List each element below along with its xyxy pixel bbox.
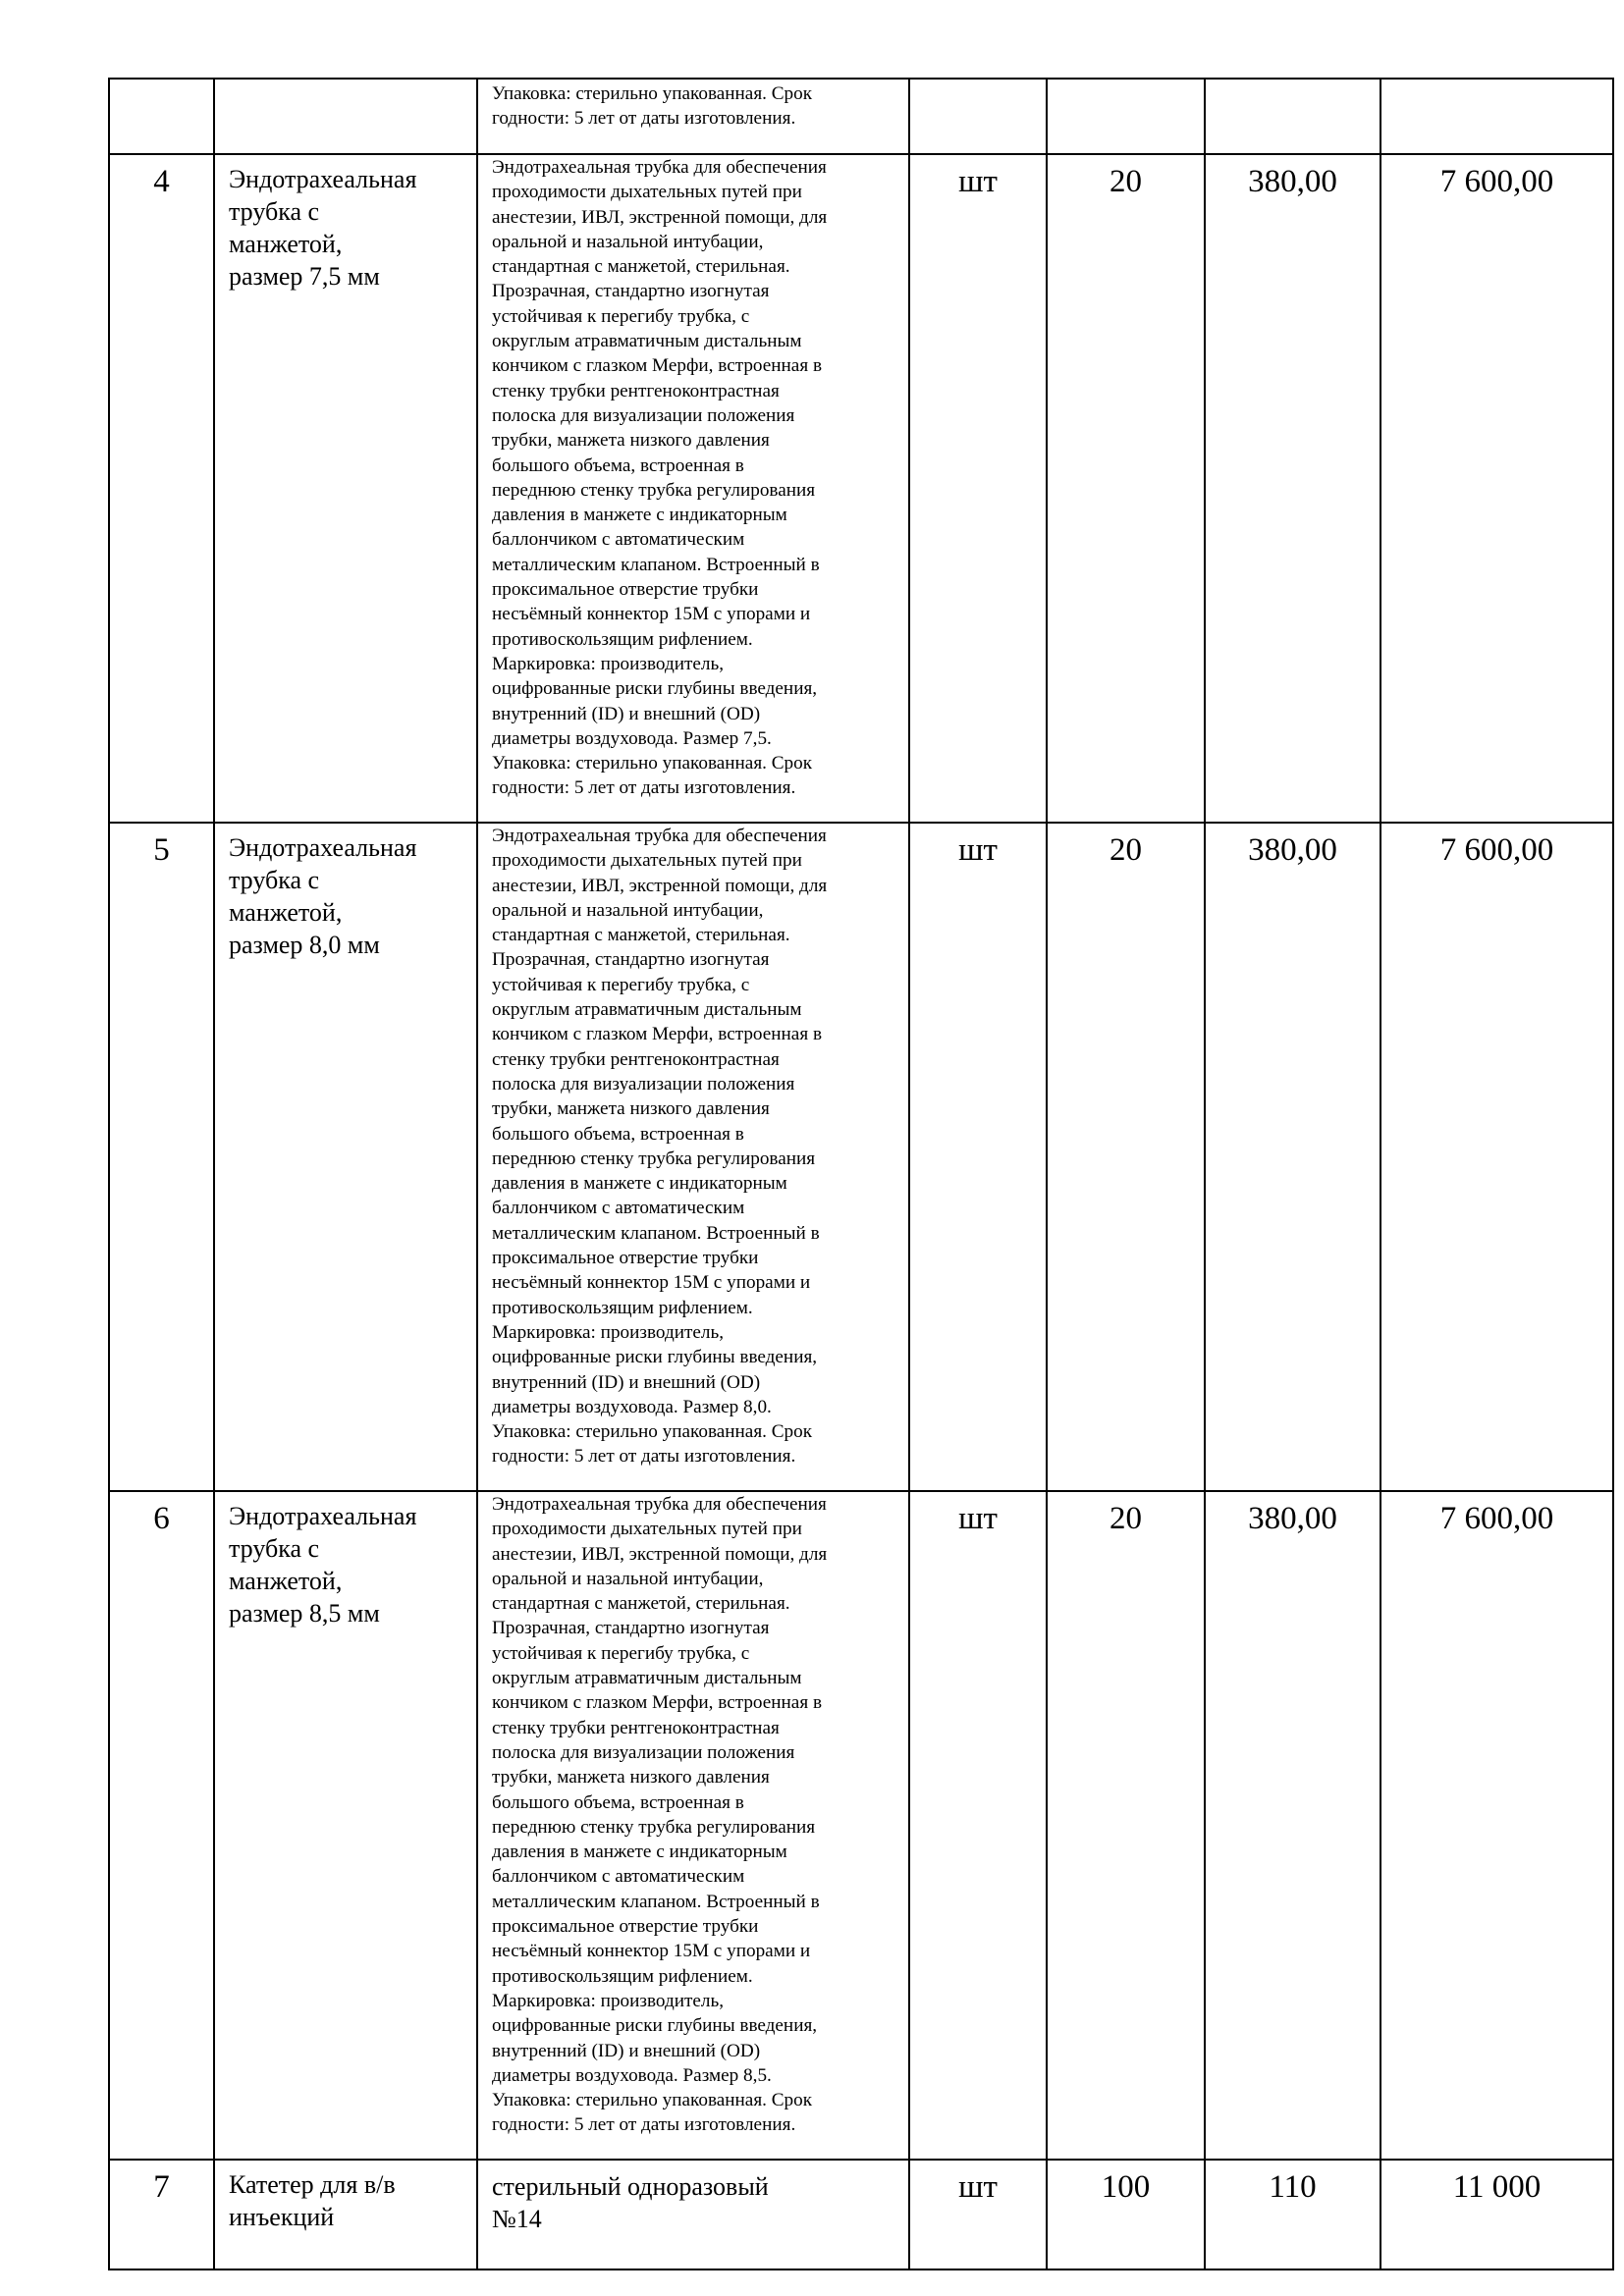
description-line: полоска для визуализации положения	[492, 404, 795, 426]
description-line: стандартная с манжетой, стерильная.	[492, 256, 790, 278]
price-cell: 380,00	[1205, 154, 1380, 823]
description-line: Прозрачная, стандартно изогнутая	[492, 949, 770, 971]
table-row-continuation	[109, 79, 1613, 154]
name-line: инъекций	[229, 2203, 335, 2231]
description-line: стенку трубки рентгеноконтрастная	[492, 1717, 780, 1738]
description-line: трубки, манжета низкого давления	[492, 430, 770, 452]
quantity-cell: 20	[1047, 154, 1205, 823]
description-line: внутренний (ID) и внешний (OD)	[492, 2040, 761, 2061]
price-cell: 380,00	[1205, 1491, 1380, 2160]
description-line: баллончиком с автоматическим	[492, 1198, 745, 1219]
name-line: трубка с	[229, 197, 320, 226]
number-cell: 5	[109, 823, 214, 1491]
table-row	[109, 1491, 1613, 2160]
description-line: стандартная с манжетой, стерильная.	[492, 1593, 790, 1615]
description-line: годности: 5 лет от даты изготовления.	[492, 1446, 796, 1468]
description-line: переднюю стенку трубка регулирования	[492, 1816, 816, 1838]
description-cell	[477, 1491, 909, 2160]
total-cell: 7 600,00	[1380, 823, 1613, 1491]
description-line: Прозрачная, стандартно изогнутая	[492, 1618, 770, 1639]
description-line: несъёмный коннектор 15М с упорами и	[492, 1272, 811, 1294]
description-line: противоскользящим рифлением.	[492, 1297, 753, 1318]
description-line: анестезии, ИВЛ, экстренной помощи, для	[492, 1543, 828, 1565]
price-cell: 110	[1205, 2160, 1380, 2269]
table-row	[109, 2160, 1613, 2269]
description-line: проксимальное отверстие трубки	[492, 1916, 759, 1938]
name-line: Эндотрахеальная	[229, 165, 417, 193]
name-cell	[214, 2160, 477, 2269]
description-line: Маркировка: производитель,	[492, 1990, 725, 2011]
total-cell: 7 600,00	[1380, 1491, 1613, 2160]
description-line: противоскользящим рифлением.	[492, 628, 753, 650]
name-line: Катетер для в/в	[229, 2170, 396, 2199]
unit-cell: шт	[909, 154, 1047, 823]
total-cell: 7 600,00	[1380, 154, 1613, 823]
number-cell: 6	[109, 1491, 214, 2160]
name-line: размер 8,5 мм	[229, 1599, 380, 1628]
description-line: полоска для визуализации положения	[492, 1073, 795, 1095]
description-line: проксимальное отверстие трубки	[492, 1248, 759, 1269]
unit-cell: шт	[909, 1491, 1047, 2160]
description-line: проходимости дыхательных путей при	[492, 1519, 802, 1540]
description-line: трубки, манжета низкого давления	[492, 1767, 770, 1789]
table-row	[109, 823, 1613, 1491]
description-line: Упаковка: стерильно упакованная. Срок	[492, 2090, 813, 2111]
description-line: оцифрованные риски глубины введения,	[492, 678, 818, 700]
description-line: округлым атравматичным дистальным	[492, 1668, 802, 1689]
name-line: размер 8,0 мм	[229, 931, 380, 959]
description-line: оральной и назальной интубации,	[492, 899, 764, 921]
description-line: полоска для визуализации положения	[492, 1741, 795, 1763]
description-line: оральной и назальной интубации,	[492, 231, 764, 252]
number-cell: 7	[109, 2160, 214, 2269]
description-line: Эндотрахеальная трубка для обеспечения	[492, 157, 827, 178]
description-line: давления в манжете с индикаторным	[492, 1842, 787, 1863]
description-line: баллончиком с автоматическим	[492, 529, 745, 551]
description-line: большого объема, встроенная в	[492, 1791, 744, 1813]
table-row	[109, 154, 1613, 823]
description-line: округлым атравматичным дистальным	[492, 331, 802, 352]
description-line: кончиком с глазком Мерфи, встроенная в	[492, 1692, 823, 1714]
description-line: переднюю стенку трубка регулирования	[492, 1148, 816, 1169]
description-line: давления в манжете с индикаторным	[492, 505, 787, 526]
description-line: годности: 5 лет от даты изготовления.	[492, 2114, 796, 2136]
description-cell	[477, 2160, 909, 2269]
description-line: стенку трубки рентгеноконтрастная	[492, 380, 780, 401]
description-line: Маркировка: производитель,	[492, 1321, 725, 1343]
description-cell	[477, 154, 909, 823]
description-line: проходимости дыхательных путей при	[492, 850, 802, 872]
name-line: трубка с	[229, 866, 320, 894]
quantity-cell: 20	[1047, 1491, 1205, 2160]
total-cell	[1380, 79, 1613, 154]
description-line: диаметры воздуховода. Размер 7,5.	[492, 727, 772, 749]
description-line: устойчивая к перегибу трубка, с	[492, 1642, 750, 1664]
description-line: кончиком с глазком Мерфи, встроенная в	[492, 1024, 823, 1045]
description-line: металлическим клапаном. Встроенный в	[492, 554, 820, 575]
specification-table	[108, 78, 1614, 2270]
description-line: большого объема, встроенная в	[492, 1123, 744, 1145]
number-cell: 4	[109, 154, 214, 823]
description-line: металлическим клапаном. Встроенный в	[492, 1222, 820, 1244]
description-line: трубки, манжета низкого давления	[492, 1098, 770, 1120]
quantity-cell: 100	[1047, 2160, 1205, 2269]
description-line: большого объема, встроенная в	[492, 454, 744, 476]
description-line: кончиком с глазком Мерфи, встроенная в	[492, 355, 823, 377]
description-line: внутренний (ID) и внешний (OD)	[492, 1371, 761, 1393]
name-cell	[214, 1491, 477, 2160]
quantity-cell: 20	[1047, 823, 1205, 1491]
name-line: Эндотрахеальная	[229, 833, 417, 862]
name-line: трубка с	[229, 1534, 320, 1563]
price-cell	[1205, 79, 1380, 154]
description-line: округлым атравматичным дистальным	[492, 999, 802, 1021]
description-line: противоскользящим рифлением.	[492, 1965, 753, 1987]
name-line: манжетой,	[229, 230, 343, 258]
description-line: Маркировка: производитель,	[492, 653, 725, 674]
description-line: металлическим клапаном. Встроенный в	[492, 1891, 820, 1912]
name-line: размер 7,5 мм	[229, 262, 380, 291]
name-cell	[214, 154, 477, 823]
description-line: баллончиком с автоматическим	[492, 1866, 745, 1888]
description-line: анестезии, ИВЛ, экстренной помощи, для	[492, 206, 828, 228]
description-cell	[477, 79, 909, 154]
price-cell: 380,00	[1205, 823, 1380, 1491]
description-line: Упаковка: стерильно упакованная. Срок	[492, 1421, 813, 1443]
description-line: несъёмный коннектор 15М с упорами и	[492, 1941, 811, 1962]
description-line: диаметры воздуховода. Размер 8,0.	[492, 1396, 772, 1417]
number-cell	[109, 79, 214, 154]
description-line: устойчивая к перегибу трубка, с	[492, 305, 750, 327]
description-line: Прозрачная, стандартно изогнутая	[492, 281, 770, 302]
description-line: проходимости дыхательных путей при	[492, 182, 802, 203]
description-line: оцифрованные риски глубины введения,	[492, 2015, 818, 2037]
unit-cell	[909, 79, 1047, 154]
name-line: манжетой,	[229, 1567, 343, 1595]
name-line: манжетой,	[229, 898, 343, 927]
description-cell	[477, 823, 909, 1491]
description-line: давления в манжете с индикаторным	[492, 1173, 787, 1195]
total-cell: 11 000	[1380, 2160, 1613, 2269]
quantity-cell	[1047, 79, 1205, 154]
description-line: №14	[492, 2205, 542, 2233]
description-line: стенку трубки рентгеноконтрастная	[492, 1048, 780, 1070]
description-line: несъёмный коннектор 15М с упорами и	[492, 604, 811, 625]
description-line: годности: 5 лет от даты изготовления.	[492, 108, 796, 130]
description-line: переднюю стенку трубка регулирования	[492, 479, 816, 501]
description-line: анестезии, ИВЛ, экстренной помощи, для	[492, 875, 828, 896]
description-line: оцифрованные риски глубины введения,	[492, 1347, 818, 1368]
description-line: Эндотрахеальная трубка для обеспечения	[492, 826, 827, 846]
unit-cell: шт	[909, 2160, 1047, 2269]
description-line: оральной и назальной интубации,	[492, 1568, 764, 1589]
name-cell	[214, 823, 477, 1491]
description-line: диаметры воздуховода. Размер 8,5.	[492, 2064, 772, 2086]
description-line: Упаковка: стерильно упакованная. Срок	[492, 753, 813, 774]
description-line: годности: 5 лет от даты изготовления.	[492, 777, 796, 799]
description-line: Эндотрахеальная трубка для обеспечения	[492, 1494, 827, 1515]
description-line: стандартная с манжетой, стерильная.	[492, 925, 790, 946]
description-line: проксимальное отверстие трубки	[492, 579, 759, 601]
description-line: внутренний (ID) и внешний (OD)	[492, 703, 761, 724]
description-line: Упаковка: стерильно упакованная. Срок	[492, 83, 813, 104]
description-line: стерильный одноразовый	[492, 2172, 769, 2201]
name-cell	[214, 79, 477, 154]
unit-cell: шт	[909, 823, 1047, 1491]
name-line: Эндотрахеальная	[229, 1502, 417, 1530]
description-line: устойчивая к перегибу трубка, с	[492, 974, 750, 995]
